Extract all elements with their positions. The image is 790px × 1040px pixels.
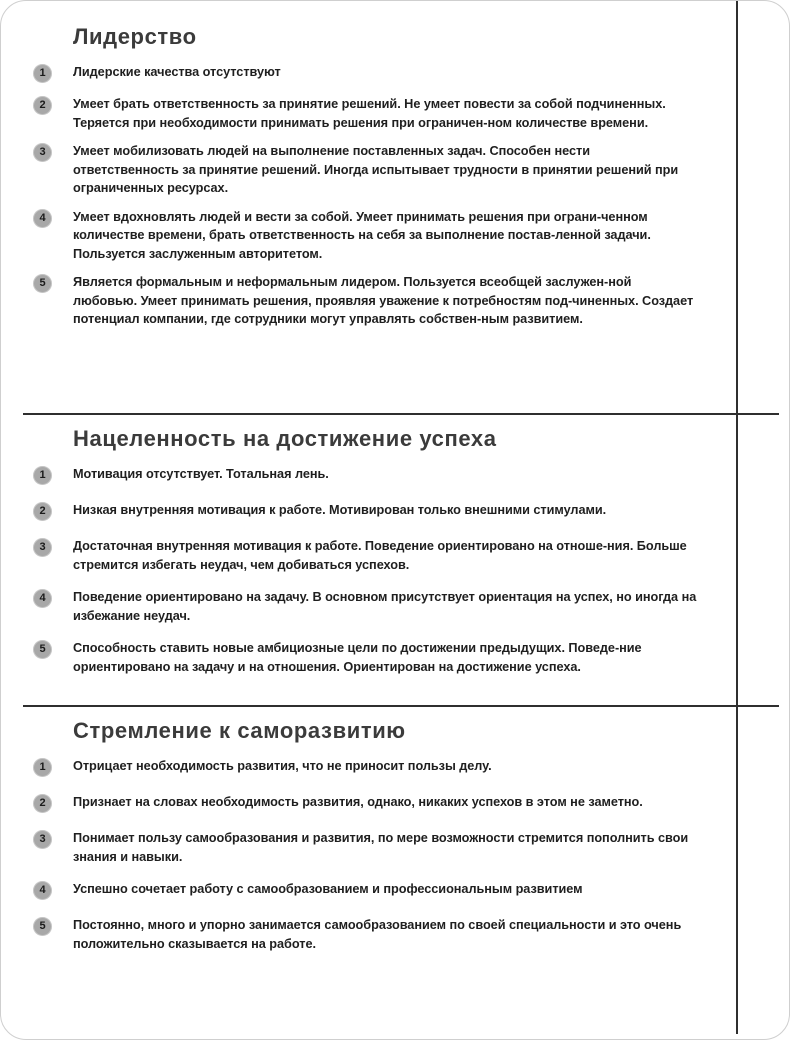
level-badge: 4 <box>33 209 52 228</box>
level-badge: 3 <box>33 143 52 162</box>
section-title: Нацеленность на достижение успеха <box>73 426 497 451</box>
list-item-text: Признает на словах необходимость развития, однако, никаких успехов в этом не заметно. <box>73 794 643 810</box>
list-item-text: Отрицает необходимость развития, что не приносит пользы делу. <box>73 758 492 774</box>
list-item <box>1 501 720 523</box>
list-item <box>1 588 720 625</box>
level-badge: 1 <box>33 64 52 83</box>
list-item-text: Постоянно, много и упорно занимается самообразованием по своей специальности и это очень положительно сказывается на работе. <box>73 917 682 951</box>
document-content <box>1 1 736 1040</box>
section-leadership <box>1 25 736 339</box>
list-item <box>1 465 720 487</box>
list-item-text: Успешно сочетает работу с самообразованием и профессиональным развитием <box>73 881 583 897</box>
section-success-orientation <box>1 427 736 690</box>
list-item <box>1 95 720 132</box>
level-badge: 5 <box>33 274 52 293</box>
list-item-text: Низкая внутренняя мотивация к работе. Мотивирован только внешними стимулами. <box>73 502 607 518</box>
level-badge: 3 <box>33 538 52 557</box>
criteria-list <box>1 63 720 329</box>
section-title: Лидерство <box>73 24 197 49</box>
list-item <box>1 793 720 815</box>
level-badge: 2 <box>33 96 52 115</box>
list-item <box>1 208 720 264</box>
list-item-text: Умеет вдохновлять людей и вести за собой. Умеет принимать решения при ограни-ченном количестве времени, брать ответственность на себя за выполнение постав-ленной задачи. Пользуется заслуженным авторитетом. <box>73 208 651 261</box>
list-item-text: Способность ставить новые амбициозные цели по достижении предыдущих. Поведе-ние ориентировано на задачу и на отношения. Ориентирован на достижение успеха. <box>73 640 642 674</box>
level-badge: 4 <box>33 881 52 900</box>
list-item <box>1 142 720 198</box>
level-badge: 5 <box>33 640 52 659</box>
criteria-list <box>1 757 720 953</box>
level-badge: 5 <box>33 917 52 936</box>
list-item-text: Мотивация отсутствует. Тотальная лень. <box>73 466 329 482</box>
list-item <box>1 537 720 574</box>
list-item-text: Лидерские качества отсутствуют <box>73 64 281 80</box>
level-badge: 2 <box>33 502 52 521</box>
list-item <box>1 639 720 676</box>
criteria-list <box>1 465 720 676</box>
list-item-text: Является формальным и неформальным лидером. Пользуется всеобщей заслужен-ной любовью. Умеет принимать решения, проявляя уважение к потребностям под-чиненных. Создает потенциал компании, где сотрудники могут управлять собствен-ным развитием. <box>73 274 694 327</box>
list-item-text: Достаточная внутренняя мотивация к работе. Поведение ориентировано на отноше-ния. Больше стремится избегать неудач, чем добиваться успехов. <box>73 538 687 572</box>
vertical-margin-rule <box>736 1 738 1034</box>
list-item-text: Понимает пользу самообразования и развития, по мере возможности стремится пополнить свои знания и навыки. <box>73 830 689 864</box>
level-badge: 1 <box>33 758 52 777</box>
list-item <box>1 880 720 902</box>
section-self-development <box>1 719 736 967</box>
level-badge: 4 <box>33 589 52 608</box>
level-badge: 2 <box>33 794 52 813</box>
section-title: Стремление к саморазвитию <box>73 718 406 743</box>
list-item-text: Умеет мобилизовать людей на выполнение поставленных задач. Способен нести ответственность за принятие решений. Иногда испытывает трудности в принятии решений при ограниченных ресурсах. <box>73 143 679 196</box>
list-item <box>1 916 720 953</box>
level-badge: 1 <box>33 466 52 485</box>
list-item <box>1 273 720 329</box>
level-badge: 3 <box>33 830 52 849</box>
list-item-text: Умеет брать ответственность за принятие решений. Не умеет повести за собой подчиненных. Теряется при необходимости принимать решения при ограничен-ном количестве времени. <box>73 96 666 130</box>
list-item-text: Поведение ориентировано на задачу. В основном присутствует ориентация на успех, но иногда на избежание неудач. <box>73 589 697 623</box>
list-item <box>1 63 720 85</box>
list-item <box>1 757 720 779</box>
list-item <box>1 829 720 866</box>
